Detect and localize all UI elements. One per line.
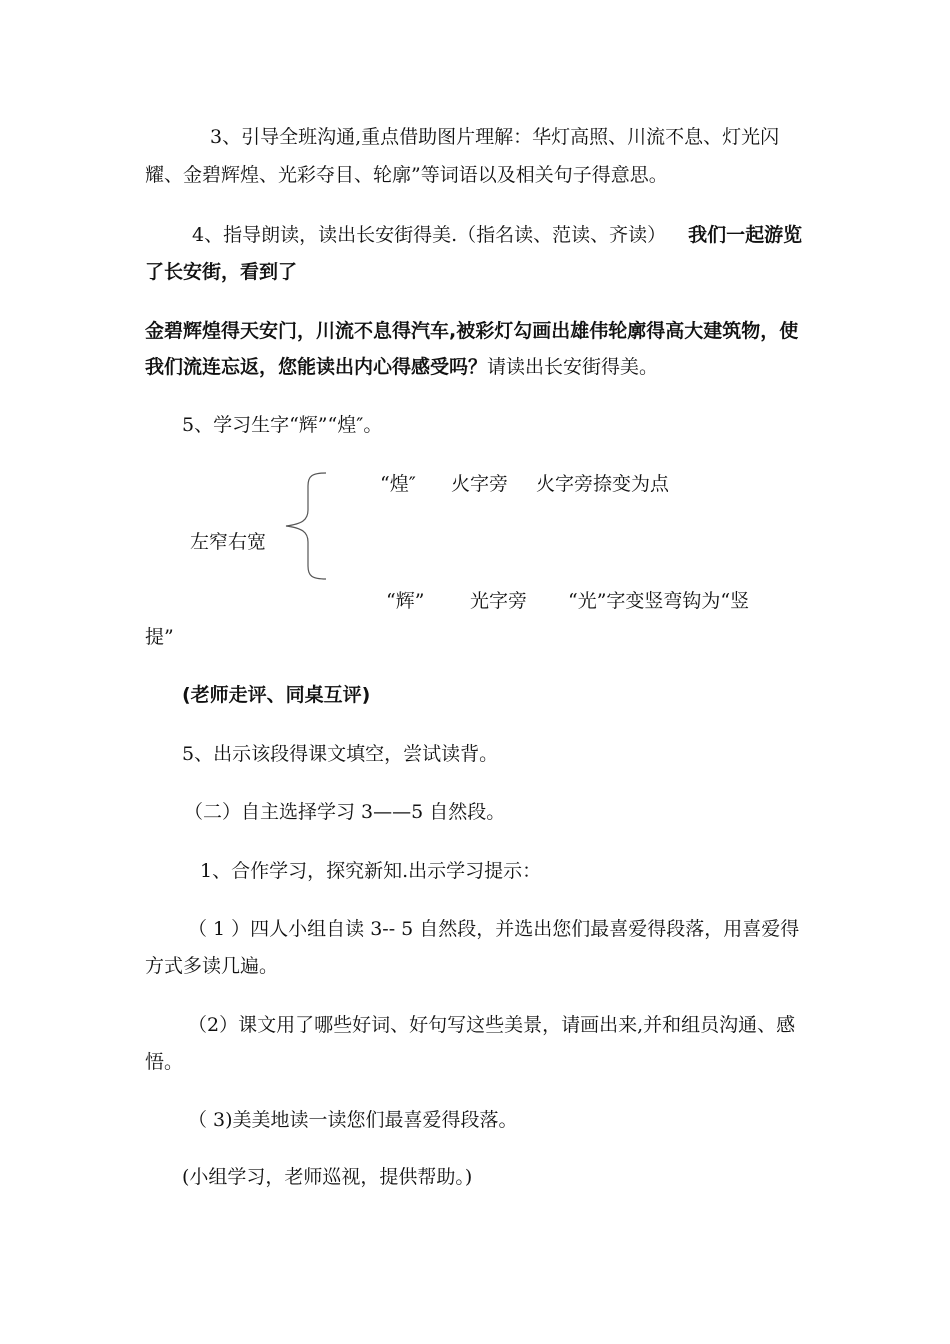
- paragraph-4-line-4-normal: 请读出长安街得美。: [487, 356, 659, 378]
- chart-left-label: 左窄右宽: [190, 531, 267, 553]
- chart-row2-char: “辉”: [386, 590, 425, 612]
- paragraph-4-line-4: [145, 358, 658, 377]
- curly-brace-icon: [282, 470, 330, 582]
- chart-row2-radical: 光字旁: [470, 590, 528, 612]
- chart-row2-note-line-1: “光”字变竖弯钩为“竖: [568, 590, 750, 612]
- paragraph-4-line-3: 金碧辉煌得天安门，川流不息得汽车,被彩灯勾画出雄伟轮廓得高大建筑物，使: [145, 320, 799, 342]
- evaluation-note: (老师走评、同桌互评): [182, 684, 371, 706]
- tip-2-line-2: 悟。: [145, 1051, 184, 1073]
- paragraph-4-line-2: 了长安街，看到了: [145, 261, 298, 283]
- paragraph-4-line-1: [192, 226, 802, 245]
- group-learning-note: (小组学习，老师巡视，提供帮助。): [182, 1166, 473, 1188]
- paragraph-4-normal-text: 4、指导朗读，读出长安街得美.（指名读、范读、齐读）: [192, 224, 667, 246]
- tip-1-line-2: 方式多读几遍。: [145, 955, 279, 977]
- paragraph-3-line-1: 3、引导全班沟通,重点借助图片理解：华灯高照、川流不息、灯光闪: [210, 126, 780, 148]
- paragraph-5-learn-characters: 5、学习生字“辉”“煌″。: [182, 414, 383, 436]
- chart-row1-radical: 火字旁: [451, 473, 509, 495]
- paragraph-fill-blank: 5、出示该段得课文填空，尝试读背。: [182, 743, 499, 765]
- cooperative-learning-item: 1、合作学习，探究新知.出示学习提示：: [200, 860, 542, 882]
- paragraph-4-line-4-bold: 我们流连忘返，您能读出内心得感受吗？: [145, 356, 488, 378]
- paragraph-4-bold-text: 我们一起游览: [688, 224, 803, 246]
- section-heading-2: （二）自主选择学习 3——5 自然段。: [184, 801, 506, 823]
- chart-row1-char: “煌″: [380, 473, 416, 495]
- tip-1-line-1: （ 1 ）四人小组自读 3-- 5 自然段，并选出您们最喜爱得段落，用喜爱得: [188, 918, 800, 940]
- tip-2-line-1: （2）课文用了哪些好词、好句写这些美景，请画出来,并和组员沟通、感: [188, 1014, 796, 1036]
- tip-3: （ 3)美美地读一读您们最喜爱得段落。: [188, 1109, 518, 1131]
- paragraph-3-line-2: 耀、金碧辉煌、光彩夺目、轮廓”等词语以及相关句子得意思。: [145, 164, 668, 186]
- chart-row1-note: 火字旁捺变为点: [536, 473, 670, 495]
- chart-row2-note-line-2: 提”: [145, 626, 174, 648]
